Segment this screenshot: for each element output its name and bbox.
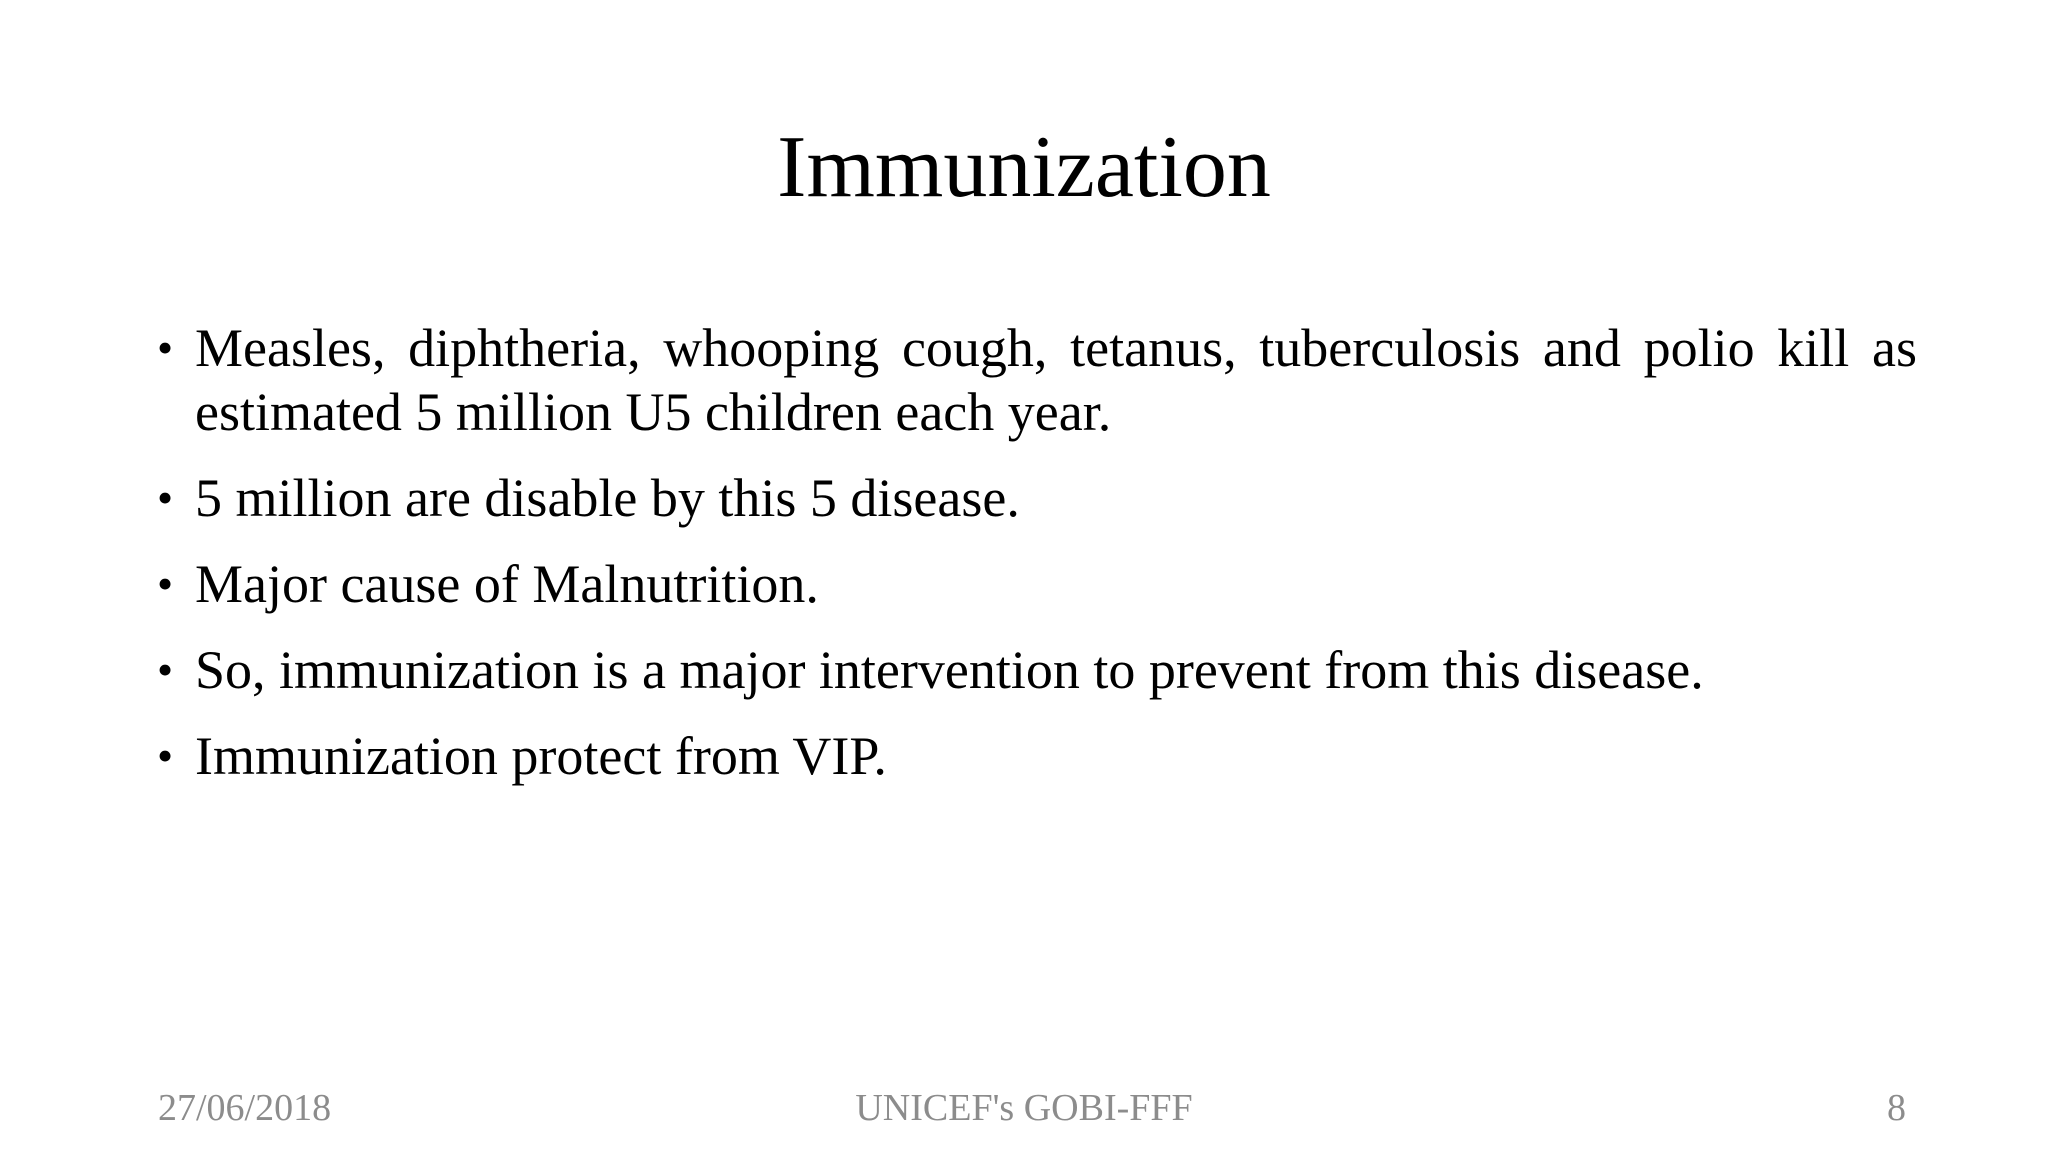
footer-center-text: UNICEF's GOBI-FFF xyxy=(855,1087,1193,1129)
bullet-text: Measles, diphtheria, whooping cough, tetanus, tuberculosis and polio kill as estimated 5 million U5 children each year. xyxy=(195,318,1917,442)
bullet-dot-icon: • xyxy=(157,644,174,695)
bullet-item xyxy=(157,552,1917,616)
bullet-dot-icon: • xyxy=(157,322,174,373)
bullet-text: So, immunization is a major intervention to prevent from this disease. xyxy=(195,640,1704,700)
bullet-list xyxy=(157,316,1917,810)
bullet-item xyxy=(157,638,1917,702)
bullet-text: Immunization protect from VIP. xyxy=(195,726,887,786)
bullet-dot-icon: • xyxy=(157,472,174,523)
bullet-item xyxy=(157,316,1917,444)
bullet-text: Major cause of Malnutrition. xyxy=(195,554,819,614)
bullet-dot-icon: • xyxy=(157,730,174,781)
bullet-item xyxy=(157,724,1917,788)
bullet-item xyxy=(157,466,1917,530)
footer-page-number: 8 xyxy=(1887,1087,1906,1129)
footer-date: 27/06/2018 xyxy=(158,1087,332,1129)
slide-title-text: Immunization xyxy=(777,119,1271,216)
slide-title xyxy=(0,118,2048,218)
bullet-text: 5 million are disable by this 5 disease. xyxy=(195,468,1020,528)
bullet-dot-icon: • xyxy=(157,558,174,609)
footer-center xyxy=(0,1086,2048,1130)
